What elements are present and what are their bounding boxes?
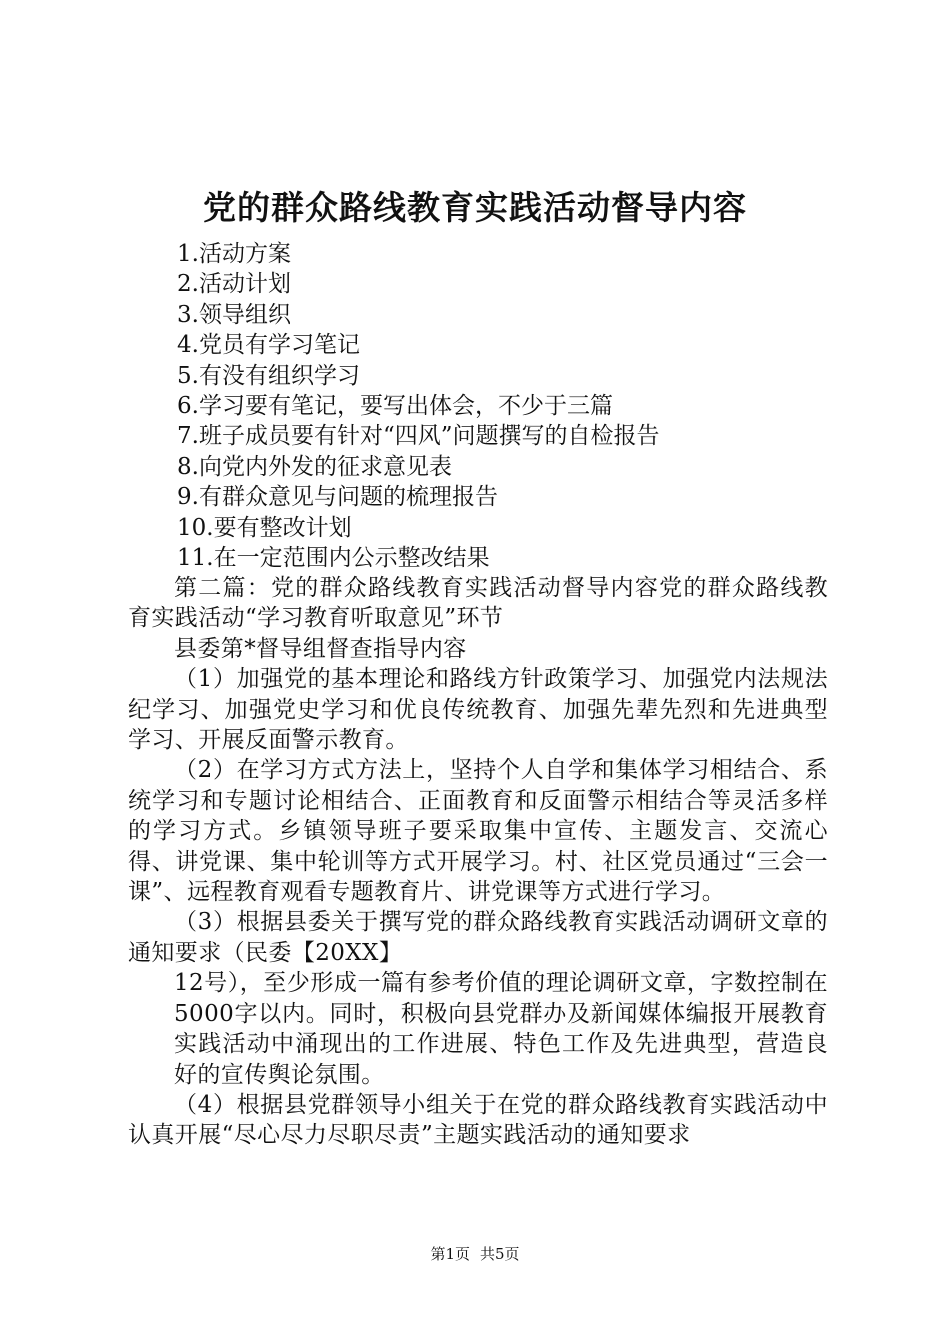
list-item: 10.要有整改计划 <box>177 514 352 541</box>
list-item: 1.活动方案 <box>177 241 291 267</box>
checklist <box>177 239 659 573</box>
list-item: 9.有群众意见与问题的梳理报告 <box>177 484 498 511</box>
list-item: 11.在一定范围内公示整改结果 <box>177 544 490 571</box>
paragraph-item-4: （4）根据县党群领导小组关于在党的群众路线教育实践活动中认真开展“尽心尽力尽职尽责”主题实践活动的通知要求 <box>128 1091 828 1149</box>
list-item: 2.活动计划 <box>177 271 291 298</box>
paragraph-second-part-heading: 第二篇：党的群众路线教育实践活动督导内容党的群众路线教育实践活动“学习教育听取意见”环节 <box>128 575 828 632</box>
paragraph-item-1: （1）加强党的基本理论和路线方针政策学习、加强党内法规法纪学习、加强党史学习和优良传统教育、加强先辈先烈和先进典型学习、开展反面警示教育。 <box>128 666 828 754</box>
list-item: 5.有没有组织学习 <box>177 362 360 389</box>
list-item: 4.党员有学习笔记 <box>177 332 360 359</box>
list-item: 3.领导组织 <box>177 301 291 328</box>
page-title: 党的群众路线教育实践活动督导内容 <box>203 188 747 227</box>
page-footer <box>0 1244 950 1264</box>
page-total: 共5页 <box>480 1245 520 1263</box>
page-number: 第1页 <box>430 1245 470 1263</box>
list-item: 7.班子成员要有针对“四风”问题撰写的自检报告 <box>177 423 660 450</box>
list-item: 8.向党内外发的征求意见表 <box>177 453 452 480</box>
list-item: 6.学习要有笔记，要写出体会，不少于三篇 <box>177 392 613 419</box>
paragraph-supervision-group: 县委第*督导组督查指导内容 <box>174 635 467 662</box>
paragraph-item-2: （2）在学习方式方法上，坚持个人自学和集体学习相结合、系统学习和专题讨论相结合、正面教育和反面警示相结合等灵活多样的学习方式。乡镇领导班子要采取集中宣传、主题发言、交流心得、讲党课、集中轮训等方式开展学习。村、社区党员通过“三会一课”、远程教育观看专题教育片、讲党课等方式进行学习。 <box>128 757 828 906</box>
paragraph-item-3-continued: 12号），至少形成一篇有参考价值的理论调研文章，字数控制在5000字以内。同时，积极向县党群办及新闻媒体编报开展教育实践活动中涌现出的工作进展、特色工作及先进典型，营造良好的宣传舆论氛围。 <box>174 970 828 1088</box>
paragraph-item-3: （3）根据县委关于撰写党的群众路线教育实践活动调研文章的通知要求（民委【20XX】 <box>128 909 828 966</box>
body-text <box>128 573 828 1151</box>
